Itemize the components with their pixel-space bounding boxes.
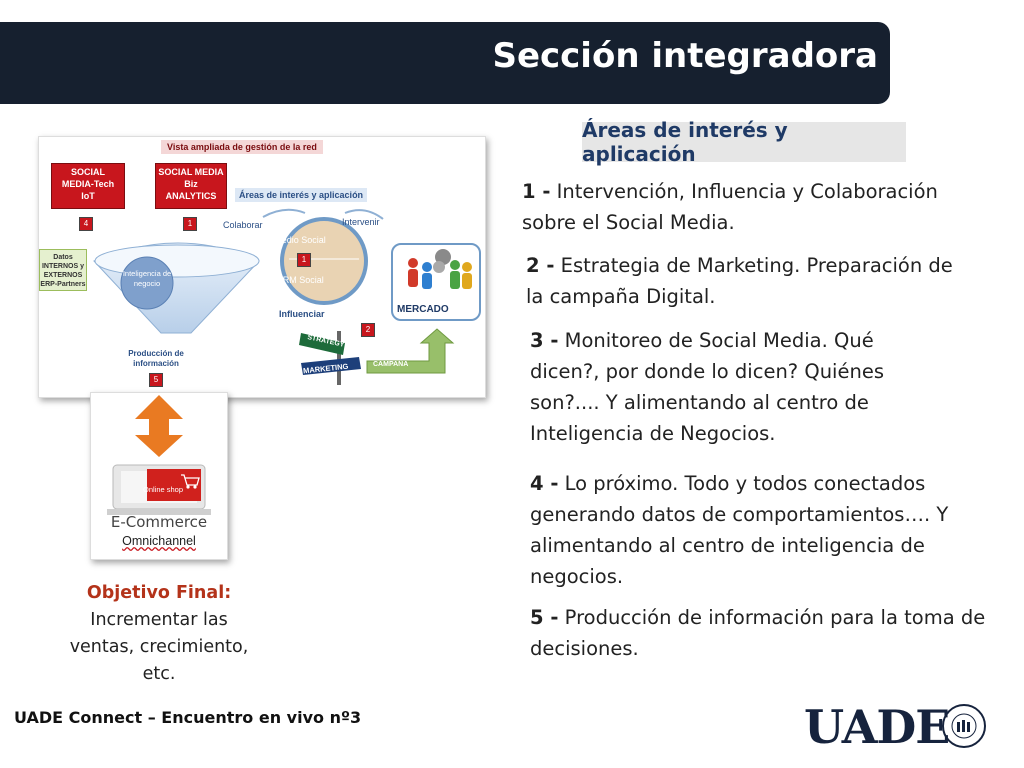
item-text: Estrategia de Marketing. Preparación de la campaña Digital. bbox=[526, 254, 953, 308]
list-item bbox=[530, 325, 930, 449]
list-item bbox=[522, 176, 972, 238]
item-number: 4 - bbox=[530, 472, 559, 495]
people-icon bbox=[393, 245, 479, 297]
campana-label: CAMPAÑA bbox=[373, 361, 409, 368]
item-number: 5 - bbox=[530, 606, 559, 629]
network-diagram bbox=[38, 136, 486, 398]
item-text: Producción de información para la toma de decisiones. bbox=[530, 606, 986, 660]
page-title: Sección integradora bbox=[492, 36, 878, 76]
social-biz-box: SOCIAL MEDIA Biz ANALYTICS bbox=[155, 163, 227, 209]
item-text: Intervención, Influencia y Colaboración sobre el Social Media. bbox=[522, 180, 938, 234]
medio-social-label: Medio Social bbox=[274, 235, 326, 245]
list-item bbox=[530, 602, 1020, 664]
objetivo-block bbox=[56, 580, 262, 688]
produccion-label: Producción de información bbox=[128, 349, 184, 368]
objetivo-text: Incrementar las ventas, crecimiento, etc. bbox=[69, 610, 249, 684]
item-text: Lo próximo. Todo y todos conectados generando datos de comportamientos…. Y alimentando al centro de inteligencia de negocios. bbox=[530, 472, 949, 588]
areas-label: Áreas de interés y aplicación bbox=[235, 188, 367, 202]
item-number: 3 - bbox=[530, 329, 559, 352]
badge-5: 5 bbox=[149, 373, 163, 387]
ecommerce-title: E-Commerce bbox=[110, 513, 208, 531]
crm-social-label: CRM Social bbox=[276, 275, 324, 285]
section-subtitle: Áreas de interés y aplicación bbox=[582, 122, 906, 162]
double-arrow-icon bbox=[91, 393, 227, 459]
item-text: Monitoreo de Social Media. Qué dicen?, por donde lo dicen? Quiénes son?.... Y alimentando al centro de Inteligencia de Negocios. bbox=[530, 329, 884, 445]
mercado-label: MERCADO bbox=[397, 304, 449, 315]
diagram-header: Vista ampliada de gestión de la red bbox=[161, 140, 323, 154]
strategy-sign-graphic bbox=[293, 323, 463, 387]
datos-box: Datos INTERNOS y EXTERNOS ERP-Partners bbox=[39, 249, 87, 291]
item-number: 1 - bbox=[522, 180, 551, 203]
inteligencia-label: Inteligencia de negocio bbox=[122, 269, 172, 288]
marketing-label: MARKETING bbox=[302, 361, 349, 376]
ecommerce-subtitle: Omnichannel bbox=[122, 534, 196, 548]
badge-1: 1 bbox=[297, 253, 311, 267]
uade-logo: UADE bbox=[804, 700, 950, 754]
social-tech-box: SOCIAL MEDIA-Tech IoT bbox=[51, 163, 125, 209]
list-item bbox=[526, 250, 956, 312]
online-shop-label: Online shop bbox=[143, 485, 184, 494]
objetivo-title: Objetivo Final: bbox=[86, 583, 232, 603]
strategy-label: STRATEGY bbox=[306, 334, 345, 349]
fundacion-seal-icon bbox=[942, 704, 986, 748]
badge-4: 4 bbox=[79, 217, 93, 231]
badge-1: 1 bbox=[183, 217, 197, 231]
seal-figures bbox=[944, 706, 984, 746]
item-number: 2 - bbox=[526, 254, 555, 277]
influenciar-label: Influenciar bbox=[279, 309, 325, 319]
mercado-frame bbox=[391, 243, 481, 321]
list-item bbox=[530, 468, 980, 592]
colaborar-label: Colaborar bbox=[223, 220, 263, 230]
title-bar bbox=[0, 22, 890, 104]
ecommerce-panel bbox=[90, 392, 228, 560]
footer-text: UADE Connect – Encuentro en vivo nº3 bbox=[14, 708, 362, 727]
intervenir-label: Intervenir bbox=[342, 217, 380, 227]
badge-2: 2 bbox=[361, 323, 375, 337]
